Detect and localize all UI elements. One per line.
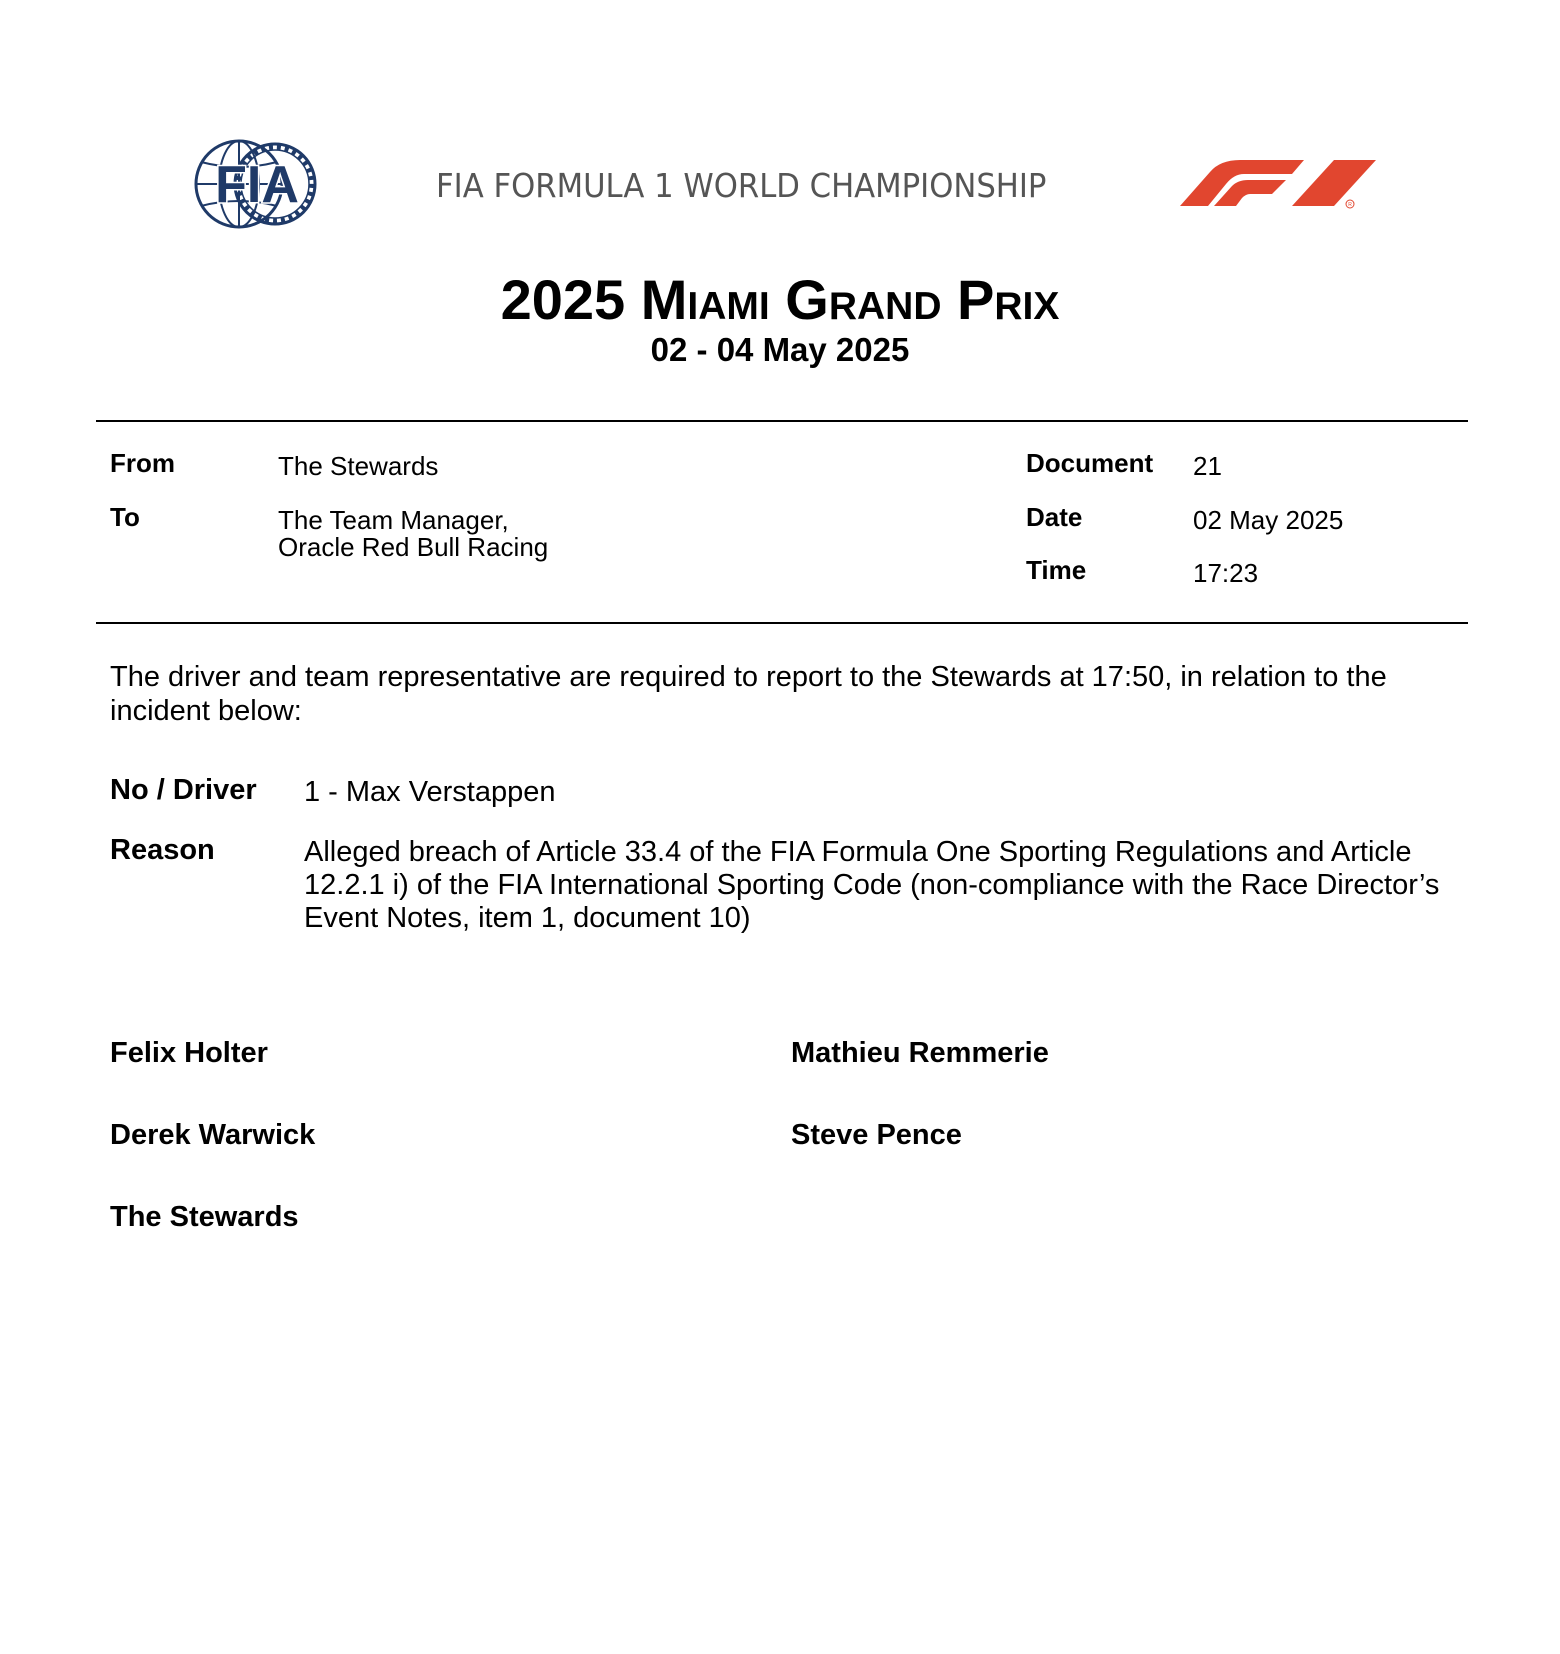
- steward-name: Steve Pence: [791, 1119, 962, 1151]
- driver-label: No / Driver: [110, 774, 257, 806]
- document-label: Document: [1026, 448, 1154, 478]
- fia-logo-text: FIA: [215, 156, 299, 214]
- from-label: From: [110, 448, 175, 478]
- document-value: 21: [1193, 451, 1222, 481]
- document-header: [0, 130, 1560, 240]
- event-title-block: [0, 270, 1560, 370]
- stewards-signature: The Stewards: [110, 1201, 299, 1233]
- steward-name: Mathieu Remmerie: [791, 1037, 1049, 1069]
- steward-name: Derek Warwick: [110, 1119, 316, 1151]
- to-value-line1: The Team Manager,: [278, 505, 509, 535]
- reason-label: Reason: [110, 834, 215, 866]
- steward-name: Felix Holter: [110, 1037, 268, 1069]
- to-value-line2: Oracle Red Bull Racing: [278, 532, 549, 562]
- bottom-divider: [96, 622, 1468, 624]
- time-value: 17:23: [1193, 558, 1259, 588]
- championship-title: FIA FORMULA 1 WORLD CHAMPIONSHIP: [436, 166, 1047, 205]
- date-label: Date: [1026, 502, 1083, 532]
- svg-text:R: R: [1348, 202, 1352, 208]
- f1-logo-icon: [1180, 158, 1376, 214]
- date-value: 02 May 2025: [1193, 505, 1344, 535]
- to-label: To: [110, 502, 140, 532]
- event-title: 2025 Miami Grand Prix: [500, 268, 1060, 331]
- time-label: Time: [1026, 555, 1087, 585]
- reason-value: Alleged breach of Article 33.4 of the FIA Formula One Sporting Regulations and Article 12.2.1 i) of the FIA International Sporting Code (non-compliance with the Race Director’s Event Notes, item 1, document 10): [304, 836, 1440, 934]
- from-value: The Stewards: [278, 451, 439, 481]
- event-dates: 02 - 04 May 2025: [650, 331, 910, 368]
- top-divider: [96, 420, 1468, 422]
- driver-value: 1 - Max Verstappen: [304, 776, 556, 808]
- fia-globe-logo-icon: [191, 138, 323, 230]
- summons-intro: The driver and team representative are required to report to the Stewards at 17:50, in relation to the incident below:: [110, 661, 1387, 727]
